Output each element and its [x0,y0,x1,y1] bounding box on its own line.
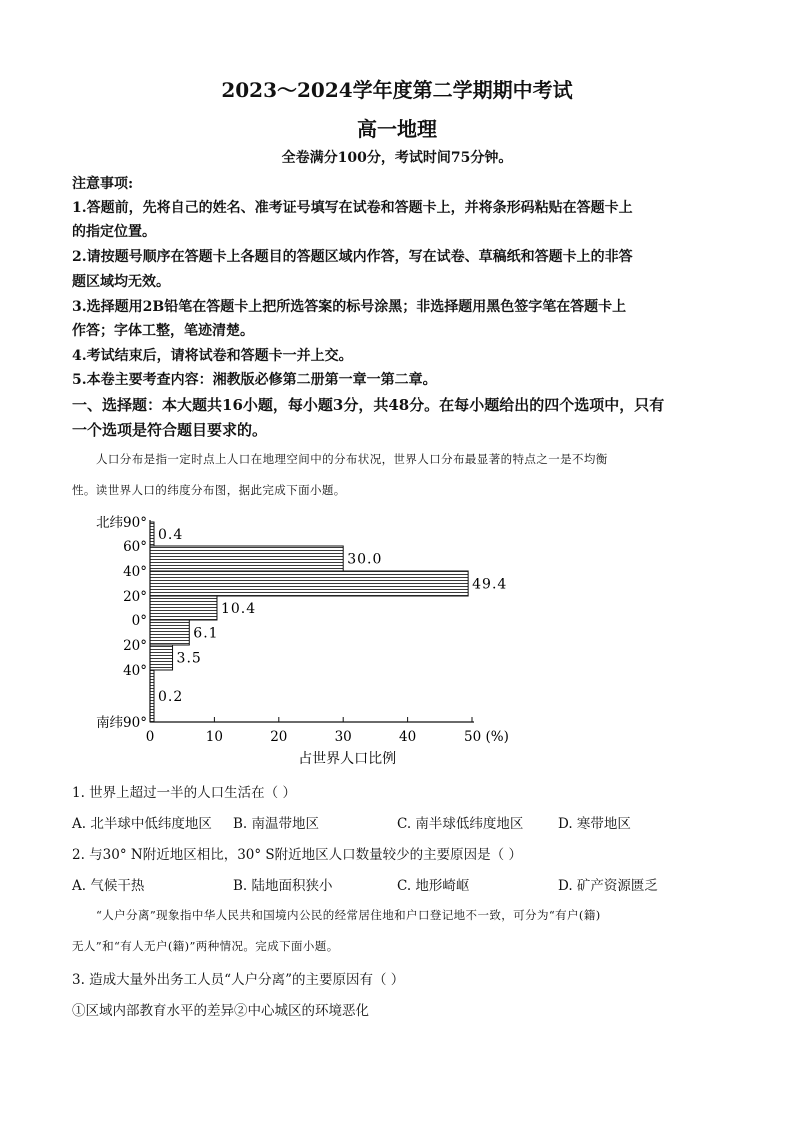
q2-option-b[interactable]: B. 陆地面积狭小 [233,878,333,894]
notice-line: 2.请按题号顺序在答题卡上各题目的答题区域内作答，写在试卷、草稿纸和答题卡上的非答 [72,249,633,265]
exam-subject: 高一地理 [357,117,437,141]
notice-line: 3.选择题用2B铅笔在答题卡上把所选答案的标号涂黑；非选择题用黑色签字笔在答题卡上 [72,299,627,315]
x-tick-label: 30 [334,729,352,745]
latitude-population-chart [80,510,540,770]
bar-value-label: 0.4 [158,527,184,543]
bar-2 [150,571,468,596]
notice-heading: 注意事项: [72,176,134,192]
bar-0 [150,522,154,546]
bar-5 [150,645,173,670]
y-tick-label: 0° [131,613,147,629]
bar-3 [150,596,217,620]
material-intro: 人口分布是指一定时点上人口在地理空间中的分布状况，世界人口分布最显著的特点之一是不均衡 [96,452,608,466]
notice-line: 1.答题前，先将自己的姓名、准考证号填写在试卷和答题卡上，并将条形码粘贴在答题卡上 [72,200,633,216]
q2-option-a[interactable]: A. 气候干热 [72,878,145,894]
q2-option-d[interactable]: D. 矿产资源匮乏 [558,878,658,894]
q1-option-c[interactable]: C. 南半球低纬度地区 [397,816,524,832]
notice-line: 作答；字体工整，笔迹清楚。 [72,323,254,339]
bar-value-label: 3.5 [176,650,202,667]
question-2-stem: 2. 与30° N附近地区相比，30° S附近地区人口数量较少的主要原因是（ ） [72,847,522,863]
section-heading-cont: 一个选项是符合题目要求的。 [72,421,268,439]
x-tick-label: 50 (%) [464,729,509,745]
bar-value-label: 6.1 [193,625,219,642]
q1-option-d[interactable]: D. 寒带地区 [558,816,631,832]
y-tick-label: 20° [123,589,147,605]
x-tick-label: 40 [399,729,417,745]
y-tick-label: 南纬90° [96,715,147,731]
question-3-statements: ①区域内部教育水平的差异②中心城区的环境恶化 [72,1003,369,1019]
y-tick-label: 40° [123,663,147,679]
bar-4 [150,620,189,645]
notice-line: 5.本卷主要考查内容：湘教版必修第二册第一章一第二章。 [72,372,437,388]
material-intro-cont: 性。读世界人口的纬度分布图，据此完成下面小题。 [72,483,346,497]
bar-1 [150,546,343,571]
x-tick-label: 10 [205,729,223,745]
notice-line: 的指定位置。 [72,224,156,240]
exam-subtitle: 全卷满分100分，考试时间75分钟。 [281,150,513,166]
question-3-stem: 3. 造成大量外出务工人员“人户分离”的主要原因有（ ） [72,972,405,988]
y-tick-label: 北纬90° [96,515,147,531]
q1-option-a[interactable]: A. 北半球中低纬度地区 [72,816,212,832]
q2-option-c[interactable]: C. 地形崎岖 [397,878,470,894]
section-heading: 一、选择题：本大题共16小题，每小题3分，共48分。在每小题给出的四个选项中，只有 [72,396,665,414]
q1-option-b[interactable]: B. 南温带地区 [233,816,320,832]
bar-value-label: 30.0 [347,551,383,568]
bar-value-label: 49.4 [472,576,508,593]
material-intro-2: “人户分离”现象指中华人民共和国境内公民的经常居住地和户口登记地不一致，可分为“有户(籍) [96,908,601,922]
notice-line: 4.考试结束后，请将试卷和答题卡一并上交。 [72,348,353,364]
question-1-stem: 1. 世界上超过一半的人口生活在（ ） [72,785,296,801]
x-tick-label: 0 [145,729,155,745]
bar-6 [150,670,154,722]
exam-title: 2023～2024学年度第二学期期中考试 [221,78,573,102]
material-intro-2-cont: 无人”和“有人无户(籍)”两种情况。完成下面小题。 [72,939,339,953]
notice-line: 题区域均无效。 [72,274,170,290]
bar-value-label: 10.4 [220,601,257,617]
y-tick-label: 40° [123,564,147,580]
x-axis-title: 占世界人口比例 [298,751,397,767]
x-tick-label: 20 [270,729,288,745]
y-tick-label: 20° [123,638,147,654]
y-tick-label: 60° [123,539,147,555]
bar-value-label: 0.2 [158,689,184,705]
